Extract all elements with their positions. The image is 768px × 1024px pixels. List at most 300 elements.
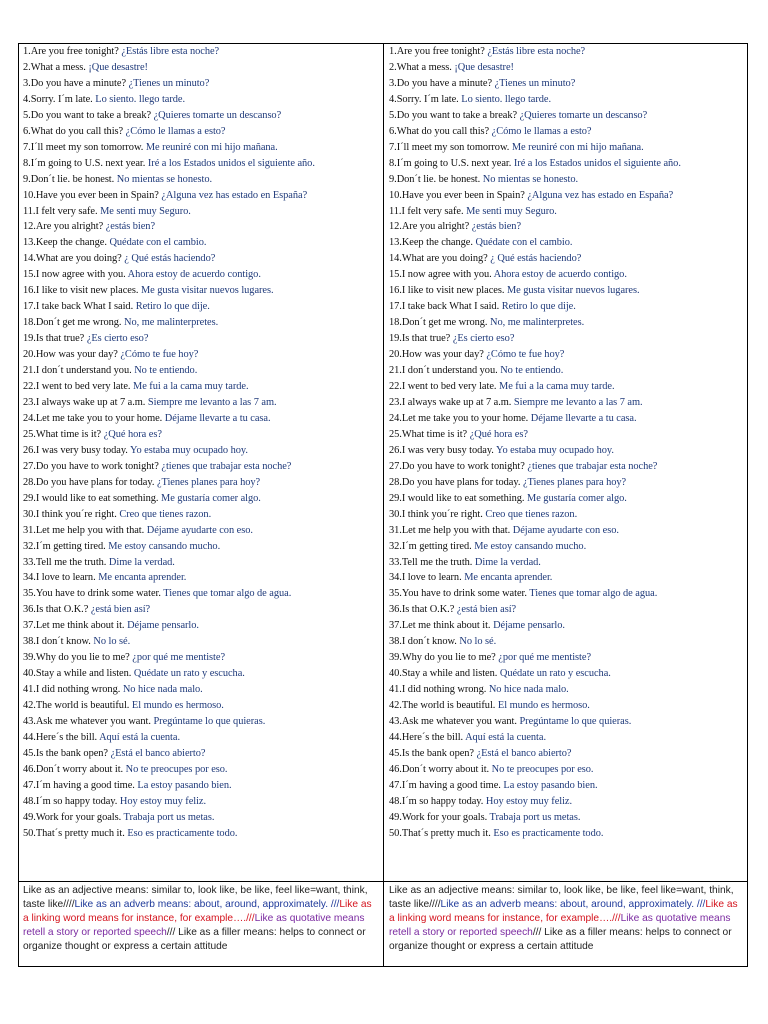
english-phrase: 13.Keep the change. bbox=[389, 237, 473, 249]
spanish-translation: No lo sé. bbox=[459, 636, 497, 648]
like-usage-note-right bbox=[383, 882, 747, 966]
phrase-row bbox=[389, 124, 747, 140]
english-phrase: 47.I´m having a good time. bbox=[389, 779, 501, 791]
spanish-translation: Quédate un rato y escucha. bbox=[499, 668, 611, 680]
spanish-translation: Pregúntame lo que quieras. bbox=[519, 716, 632, 728]
phrase-row bbox=[23, 188, 383, 204]
phrase-row bbox=[389, 746, 747, 762]
spanish-translation: Me fui a la cama muy tarde. bbox=[133, 381, 249, 393]
note-filler: /// Like as a filler means: helps to connect or organize thought or express a certain attitude bbox=[23, 927, 366, 952]
phrase-row bbox=[23, 76, 383, 92]
phrase-row bbox=[23, 172, 383, 188]
spanish-translation: ¿por qué me mentiste? bbox=[132, 652, 226, 664]
spanish-translation: ¿Qué hora es? bbox=[469, 428, 528, 440]
english-phrase: 37.Let me think about it. bbox=[23, 620, 125, 632]
spanish-translation: Déjame llevarte a tu casa. bbox=[530, 412, 637, 424]
english-phrase: 7.I´ll meet my son tomorrow. bbox=[23, 141, 144, 153]
spanish-translation: Me encanta aprender. bbox=[98, 572, 187, 584]
spanish-translation: Trabaja port us metas. bbox=[123, 811, 215, 823]
english-phrase: 10.Have you ever been in Spain? bbox=[389, 189, 525, 201]
spanish-translation: ¿ Qué estás haciendo? bbox=[490, 253, 582, 265]
english-phrase: 7.I´ll meet my son tomorrow. bbox=[389, 141, 510, 153]
english-phrase: 13.Keep the change. bbox=[23, 237, 107, 249]
phrase-row bbox=[389, 347, 747, 363]
english-phrase: 29.I would like to eat something. bbox=[389, 492, 525, 504]
spanish-translation: Ahora estoy de acuerdo contigo. bbox=[127, 269, 261, 281]
english-phrase: 29.I would like to eat something. bbox=[23, 492, 159, 504]
english-phrase: 33.Tell me the truth. bbox=[23, 556, 107, 568]
english-phrase: 44.Here´s the bill. bbox=[23, 731, 98, 743]
spanish-translation: Déjame pensarlo. bbox=[127, 620, 199, 632]
phrase-row bbox=[23, 570, 383, 586]
spanish-translation: Quédate con el cambio. bbox=[109, 237, 207, 249]
english-phrase: 41.I did nothing wrong. bbox=[389, 684, 487, 696]
spanish-translation: No te entiendo. bbox=[500, 365, 564, 377]
phrase-row bbox=[389, 363, 747, 379]
spanish-translation: ¡Que desastre! bbox=[454, 61, 514, 73]
spanish-translation: ¿Quieres tomarte un descanso? bbox=[153, 109, 282, 121]
spanish-translation: Ahora estoy de acuerdo contigo. bbox=[493, 269, 627, 281]
english-phrase: 20.How was your day? bbox=[23, 349, 118, 361]
spanish-translation: Me gustaría comer algo. bbox=[527, 492, 627, 504]
english-phrase: 27.Do you have to work tonight? bbox=[23, 460, 159, 472]
spanish-translation: Déjame ayudarte con eso. bbox=[146, 524, 253, 536]
note-adjective: Like as an adjective means: similar to, look like, be like, feel like=want, think, taste like//// bbox=[23, 885, 368, 910]
spanish-translation: ¿Alguna vez has estado en España? bbox=[527, 189, 674, 201]
english-phrase: 48.I´m so happy today. bbox=[389, 795, 484, 807]
english-phrase: 49.Work for your goals. bbox=[23, 811, 122, 823]
phrase-row bbox=[23, 140, 383, 156]
spanish-translation: ¿está bien así? bbox=[456, 604, 517, 616]
spanish-translation: Lo siento. llego tarde. bbox=[95, 93, 186, 105]
phrase-row bbox=[389, 251, 747, 267]
phrase-row bbox=[23, 539, 383, 555]
english-phrase: 3.Do you have a minute? bbox=[23, 77, 127, 89]
phrase-row bbox=[389, 315, 747, 331]
phrase-row bbox=[23, 315, 383, 331]
spanish-translation: No hice nada malo. bbox=[488, 684, 569, 696]
note-adverb: Like as an adverb means: about, around, approximately. /// bbox=[74, 899, 340, 910]
phrase-row bbox=[389, 395, 747, 411]
phrase-row bbox=[23, 411, 383, 427]
phrase-row bbox=[389, 586, 747, 602]
phrase-row bbox=[389, 331, 747, 347]
spanish-translation: Hoy estoy muy feliz. bbox=[119, 795, 207, 807]
english-phrase: 34.I love to learn. bbox=[23, 572, 96, 584]
spanish-translation: Déjame llevarte a tu casa. bbox=[164, 412, 271, 424]
note-linking: Like as a linking word means for instance, for example…./// bbox=[389, 899, 738, 924]
phrase-row bbox=[23, 650, 383, 666]
english-phrase: 31.Let me help you with that. bbox=[23, 524, 145, 536]
spanish-translation: Me fui a la cama muy tarde. bbox=[499, 381, 615, 393]
english-phrase: 38.I don´t know. bbox=[389, 636, 457, 648]
spanish-translation: Tienes que tomar algo de agua. bbox=[163, 588, 292, 600]
phrase-row bbox=[23, 730, 383, 746]
spanish-translation: ¿estás bien? bbox=[105, 221, 156, 233]
spanish-translation: Creo que tienes razon. bbox=[485, 508, 578, 520]
english-phrase: 9.Don´t lie. be honest. bbox=[23, 173, 115, 185]
phrase-row bbox=[23, 714, 383, 730]
english-phrase: 8.I´m going to U.S. next year. bbox=[389, 157, 512, 169]
spanish-translation: Déjame ayudarte con eso. bbox=[512, 524, 619, 536]
spanish-translation: La estoy pasando bien. bbox=[503, 779, 598, 791]
phrase-row bbox=[389, 826, 747, 842]
english-phrase: 5.Do you want to take a break? bbox=[389, 109, 518, 121]
phrase-row bbox=[389, 570, 747, 586]
phrase-row bbox=[23, 778, 383, 794]
spanish-translation: El mundo es hermoso. bbox=[131, 700, 224, 712]
spanish-translation: Me gustaría comer algo. bbox=[161, 492, 261, 504]
spanish-translation: Yo estaba muy ocupado hoy. bbox=[496, 444, 614, 456]
phrase-row bbox=[23, 427, 383, 443]
spanish-translation: No hice nada malo. bbox=[122, 684, 203, 696]
phrase-row bbox=[23, 204, 383, 220]
english-phrase: 41.I did nothing wrong. bbox=[23, 684, 121, 696]
english-phrase: 47.I´m having a good time. bbox=[23, 779, 135, 791]
spanish-translation: ¿por qué me mentiste? bbox=[498, 652, 592, 664]
spanish-translation: Iré a los Estados unidos el siguiente año. bbox=[513, 157, 681, 169]
spanish-translation: Me reuniré con mi hijo mañana. bbox=[145, 141, 278, 153]
phrase-row bbox=[23, 491, 383, 507]
spanish-translation: ¿Tienes planes para hoy? bbox=[156, 476, 261, 488]
phrase-row bbox=[23, 698, 383, 714]
english-phrase: 37.Let me think about it. bbox=[389, 620, 491, 632]
english-phrase: 17.I take back What I said. bbox=[23, 301, 134, 313]
english-phrase: 32.I´m getting tired. bbox=[389, 540, 472, 552]
spanish-translation: ¿Estás libre esta noche? bbox=[121, 46, 220, 57]
spanish-translation: Me encanta aprender. bbox=[464, 572, 553, 584]
phrase-table bbox=[18, 43, 748, 967]
english-phrase: 14.What are you doing? bbox=[389, 253, 488, 265]
english-phrase: 34.I love to learn. bbox=[389, 572, 462, 584]
english-phrase: 2.What a mess. bbox=[389, 61, 452, 73]
note-adjective: Like as an adjective means: similar to, look like, be like, feel like=want, think, taste like//// bbox=[389, 885, 734, 910]
spanish-translation: Trabaja port us metas. bbox=[489, 811, 581, 823]
phrase-row bbox=[23, 555, 383, 571]
spanish-translation: ¿Qué hora es? bbox=[103, 428, 162, 440]
spanish-translation: Me estoy cansando mucho. bbox=[108, 540, 221, 552]
spanish-translation: ¿Alguna vez has estado en España? bbox=[161, 189, 308, 201]
spanish-translation: Me estoy cansando mucho. bbox=[474, 540, 587, 552]
phrase-row bbox=[23, 475, 383, 491]
spanish-translation: ¿Tienes un minuto? bbox=[128, 77, 210, 89]
spanish-translation: Dime la verdad. bbox=[108, 556, 175, 568]
phrase-row bbox=[389, 618, 747, 634]
english-phrase: 1.Are you free tonight? bbox=[23, 46, 119, 57]
spanish-translation: No mientas se honesto. bbox=[116, 173, 213, 185]
spanish-translation: Pregúntame lo que quieras. bbox=[153, 716, 266, 728]
phrase-row bbox=[23, 156, 383, 172]
phrase-row bbox=[23, 746, 383, 762]
english-phrase: 18.Don´t get me wrong. bbox=[23, 317, 122, 329]
spanish-translation: Quédate un rato y escucha. bbox=[133, 668, 245, 680]
phrase-row bbox=[389, 507, 747, 523]
spanish-translation: ¿Cómo te fue hoy? bbox=[120, 349, 199, 361]
phrase-row bbox=[23, 347, 383, 363]
english-phrase: 43.Ask me whatever you want. bbox=[23, 716, 151, 728]
english-phrase: 4.Sorry. I´m late. bbox=[23, 93, 93, 105]
english-phrase: 2.What a mess. bbox=[23, 61, 86, 73]
english-phrase: 30.I think you´re right. bbox=[389, 508, 483, 520]
phrase-row bbox=[389, 634, 747, 650]
english-phrase: 39.Why do you lie to me? bbox=[389, 652, 496, 664]
english-phrase: 35.You have to drink some water. bbox=[389, 588, 527, 600]
english-phrase: 42.The world is beautiful. bbox=[23, 700, 130, 712]
phrase-row bbox=[389, 267, 747, 283]
phrase-row bbox=[389, 188, 747, 204]
english-phrase: 44.Here´s the bill. bbox=[389, 731, 464, 743]
note-linking: Like as a linking word means for instance, for example…./// bbox=[23, 899, 372, 924]
english-phrase: 38.I don´t know. bbox=[23, 636, 91, 648]
spanish-translation: ¿Estás libre esta noche? bbox=[487, 46, 586, 57]
spanish-translation: Me gusta visitar nuevos lugares. bbox=[506, 285, 640, 297]
spanish-translation: Yo estaba muy ocupado hoy. bbox=[130, 444, 248, 456]
phrase-row bbox=[389, 379, 747, 395]
english-phrase: 43.Ask me whatever you want. bbox=[389, 716, 517, 728]
english-phrase: 28.Do you have plans for today. bbox=[23, 476, 155, 488]
phrase-row bbox=[389, 475, 747, 491]
english-phrase: 5.Do you want to take a break? bbox=[23, 109, 152, 121]
phrase-row bbox=[389, 682, 747, 698]
phrase-row bbox=[389, 204, 747, 220]
english-phrase: 15.I now agree with you. bbox=[389, 269, 492, 281]
english-phrase: 11.I felt very safe. bbox=[389, 205, 464, 217]
spanish-translation: No, me malinterpretes. bbox=[490, 317, 585, 329]
spanish-translation: La estoy pasando bien. bbox=[137, 779, 232, 791]
spanish-translation: ¿Quieres tomarte un descanso? bbox=[519, 109, 648, 121]
english-phrase: 36.Is that O.K.? bbox=[389, 604, 455, 616]
phrase-row bbox=[389, 92, 747, 108]
english-phrase: 16.I like to visit new places. bbox=[389, 285, 505, 297]
phrase-row bbox=[23, 507, 383, 523]
english-phrase: 27.Do you have to work tonight? bbox=[389, 460, 525, 472]
english-phrase: 50.That´s pretty much it. bbox=[389, 827, 491, 839]
phrase-row bbox=[389, 76, 747, 92]
phrase-column-left bbox=[19, 44, 383, 881]
phrase-row bbox=[389, 219, 747, 235]
note-quotative: Like as quotative means retell a story or reported speech bbox=[389, 913, 731, 938]
spanish-translation: ¿Es cierto eso? bbox=[452, 333, 515, 345]
spanish-translation: No mientas se honesto. bbox=[482, 173, 579, 185]
phrase-row bbox=[389, 459, 747, 475]
phrase-row bbox=[23, 602, 383, 618]
english-phrase: 3.Do you have a minute? bbox=[389, 77, 493, 89]
phrase-row bbox=[389, 698, 747, 714]
spanish-translation: El mundo es hermoso. bbox=[497, 700, 590, 712]
english-phrase: 22.I went to bed very late. bbox=[23, 381, 131, 393]
english-phrase: 22.I went to bed very late. bbox=[389, 381, 497, 393]
spanish-translation: Eso es practicamente todo. bbox=[493, 827, 604, 839]
phrase-row bbox=[389, 794, 747, 810]
phrase-row bbox=[23, 826, 383, 842]
english-phrase: 21.I don´t understand you. bbox=[389, 365, 498, 377]
spanish-translation: ¿Tienes un minuto? bbox=[494, 77, 576, 89]
english-phrase: 49.Work for your goals. bbox=[389, 811, 488, 823]
english-phrase: 8.I´m going to U.S. next year. bbox=[23, 157, 146, 169]
phrase-row bbox=[23, 634, 383, 650]
phrase-row bbox=[23, 251, 383, 267]
phrase-column-right bbox=[383, 44, 747, 881]
phrase-row bbox=[389, 283, 747, 299]
spanish-translation: Tienes que tomar algo de agua. bbox=[529, 588, 658, 600]
spanish-translation: ¿ Qué estás haciendo? bbox=[124, 253, 216, 265]
phrase-row bbox=[389, 539, 747, 555]
phrase-row bbox=[389, 778, 747, 794]
phrase-row bbox=[23, 379, 383, 395]
spanish-translation: ¿Está el banco abierto? bbox=[110, 747, 206, 759]
phrase-row bbox=[389, 44, 747, 60]
spanish-translation: Dime la verdad. bbox=[474, 556, 541, 568]
english-phrase: 28.Do you have plans for today. bbox=[389, 476, 521, 488]
english-phrase: 10.Have you ever been in Spain? bbox=[23, 189, 159, 201]
english-phrase: 12.Are you alright? bbox=[23, 221, 104, 233]
phrase-row bbox=[389, 555, 747, 571]
phrase-row bbox=[23, 794, 383, 810]
english-phrase: 15.I now agree with you. bbox=[23, 269, 126, 281]
phrase-row bbox=[23, 459, 383, 475]
spanish-translation: Déjame pensarlo. bbox=[493, 620, 565, 632]
phrase-row bbox=[23, 810, 383, 826]
spanish-translation: ¿tienes que trabajar esta noche? bbox=[527, 460, 658, 472]
phrase-row bbox=[23, 267, 383, 283]
spanish-translation: ¿Tienes planes para hoy? bbox=[522, 476, 627, 488]
english-phrase: 24.Let me take you to your home. bbox=[23, 412, 163, 424]
spanish-translation: ¿tienes que trabajar esta noche? bbox=[161, 460, 292, 472]
spanish-translation: Lo siento. llego tarde. bbox=[461, 93, 552, 105]
notes-row bbox=[19, 882, 747, 966]
spanish-translation: No te preocupes por eso. bbox=[125, 763, 228, 775]
english-phrase: 42.The world is beautiful. bbox=[389, 700, 496, 712]
phrase-row bbox=[23, 44, 383, 60]
spanish-translation: ¿Cómo le llamas a esto? bbox=[491, 125, 592, 137]
phrase-row bbox=[389, 650, 747, 666]
english-phrase: 36.Is that O.K.? bbox=[23, 604, 89, 616]
phrase-row bbox=[389, 443, 747, 459]
phrase-row bbox=[389, 810, 747, 826]
english-phrase: 35.You have to drink some water. bbox=[23, 588, 161, 600]
phrase-row bbox=[23, 124, 383, 140]
english-phrase: 50.That´s pretty much it. bbox=[23, 827, 125, 839]
phrase-row bbox=[23, 618, 383, 634]
note-quotative: Like as quotative means retell a story or reported speech bbox=[23, 913, 365, 938]
phrase-row bbox=[23, 92, 383, 108]
phrase-row bbox=[23, 331, 383, 347]
english-phrase: 1.Are you free tonight? bbox=[389, 46, 485, 57]
phrase-row bbox=[23, 60, 383, 76]
english-phrase: 6.What do you call this? bbox=[23, 125, 124, 137]
spanish-translation: ¿está bien así? bbox=[90, 604, 151, 616]
spanish-translation: ¿estás bien? bbox=[471, 221, 522, 233]
english-phrase: 23.I always wake up at 7 a.m. bbox=[23, 396, 146, 408]
phrase-row bbox=[389, 714, 747, 730]
spanish-translation: No te preocupes por eso. bbox=[491, 763, 594, 775]
phrase-row bbox=[389, 172, 747, 188]
spanish-translation: Aquí está la cuenta. bbox=[99, 731, 181, 743]
phrase-row bbox=[23, 682, 383, 698]
spanish-translation: Me senti muy Seguro. bbox=[100, 205, 191, 217]
spanish-translation: ¿Es cierto eso? bbox=[86, 333, 149, 345]
spanish-translation: Me senti muy Seguro. bbox=[466, 205, 557, 217]
phrase-row bbox=[23, 363, 383, 379]
phrase-row bbox=[389, 299, 747, 315]
spanish-translation: ¿Está el banco abierto? bbox=[476, 747, 572, 759]
english-phrase: 24.Let me take you to your home. bbox=[389, 412, 529, 424]
phrase-row bbox=[23, 108, 383, 124]
english-phrase: 25.What time is it? bbox=[23, 428, 102, 440]
english-phrase: 39.Why do you lie to me? bbox=[23, 652, 130, 664]
english-phrase: 45.Is the bank open? bbox=[389, 747, 474, 759]
english-phrase: 11.I felt very safe. bbox=[23, 205, 98, 217]
phrase-row bbox=[23, 235, 383, 251]
spanish-translation: ¿Cómo te fue hoy? bbox=[486, 349, 565, 361]
phrase-row bbox=[389, 491, 747, 507]
phrase-table-body bbox=[19, 44, 747, 882]
spanish-translation: Me gusta visitar nuevos lugares. bbox=[140, 285, 274, 297]
phrase-row bbox=[23, 523, 383, 539]
phrase-row bbox=[389, 60, 747, 76]
english-phrase: 19.Is that true? bbox=[23, 333, 85, 345]
spanish-translation: Retiro lo que dije. bbox=[135, 301, 210, 313]
spanish-translation: ¿Cómo le llamas a esto? bbox=[125, 125, 226, 137]
phrase-row bbox=[23, 762, 383, 778]
phrase-row bbox=[23, 299, 383, 315]
phrase-row bbox=[23, 283, 383, 299]
phrase-row bbox=[23, 219, 383, 235]
spanish-translation: Iré a los Estados unidos el siguiente año. bbox=[147, 157, 315, 169]
english-phrase: 9.Don´t lie. be honest. bbox=[389, 173, 481, 185]
english-phrase: 26.I was very busy today. bbox=[23, 444, 128, 456]
english-phrase: 4.Sorry. I´m late. bbox=[389, 93, 459, 105]
phrase-row bbox=[389, 762, 747, 778]
phrase-row bbox=[389, 730, 747, 746]
english-phrase: 6.What do you call this? bbox=[389, 125, 490, 137]
english-phrase: 17.I take back What I said. bbox=[389, 301, 500, 313]
english-phrase: 45.Is the bank open? bbox=[23, 747, 108, 759]
english-phrase: 14.What are you doing? bbox=[23, 253, 122, 265]
english-phrase: 31.Let me help you with that. bbox=[389, 524, 511, 536]
english-phrase: 23.I always wake up at 7 a.m. bbox=[389, 396, 512, 408]
spanish-translation: No te entiendo. bbox=[134, 365, 198, 377]
english-phrase: 32.I´m getting tired. bbox=[23, 540, 106, 552]
phrase-row bbox=[389, 108, 747, 124]
like-usage-note-left bbox=[19, 882, 383, 966]
phrase-row bbox=[389, 156, 747, 172]
note-adverb: Like as an adverb means: about, around, approximately. /// bbox=[440, 899, 706, 910]
spanish-translation: Creo que tienes razon. bbox=[119, 508, 212, 520]
english-phrase: 18.Don´t get me wrong. bbox=[389, 317, 488, 329]
phrase-row bbox=[389, 602, 747, 618]
phrase-row bbox=[389, 666, 747, 682]
spanish-translation: No lo sé. bbox=[93, 636, 131, 648]
phrase-row bbox=[389, 411, 747, 427]
english-phrase: 33.Tell me the truth. bbox=[389, 556, 473, 568]
spanish-translation: Hoy estoy muy feliz. bbox=[485, 795, 573, 807]
english-phrase: 46.Don´t worry about it. bbox=[389, 763, 490, 775]
phrase-row bbox=[389, 427, 747, 443]
spanish-translation: Aquí está la cuenta. bbox=[465, 731, 547, 743]
phrase-row bbox=[389, 235, 747, 251]
english-phrase: 12.Are you alright? bbox=[389, 221, 470, 233]
phrase-row bbox=[23, 443, 383, 459]
english-phrase: 25.What time is it? bbox=[389, 428, 468, 440]
spanish-translation: Siempre me levanto a las 7 am. bbox=[513, 396, 643, 408]
phrase-row bbox=[23, 395, 383, 411]
spanish-translation: Me reuniré con mi hijo mañana. bbox=[511, 141, 644, 153]
english-phrase: 21.I don´t understand you. bbox=[23, 365, 132, 377]
spanish-translation: Quédate con el cambio. bbox=[475, 237, 573, 249]
spanish-translation: Retiro lo que dije. bbox=[501, 301, 576, 313]
english-phrase: 48.I´m so happy today. bbox=[23, 795, 118, 807]
